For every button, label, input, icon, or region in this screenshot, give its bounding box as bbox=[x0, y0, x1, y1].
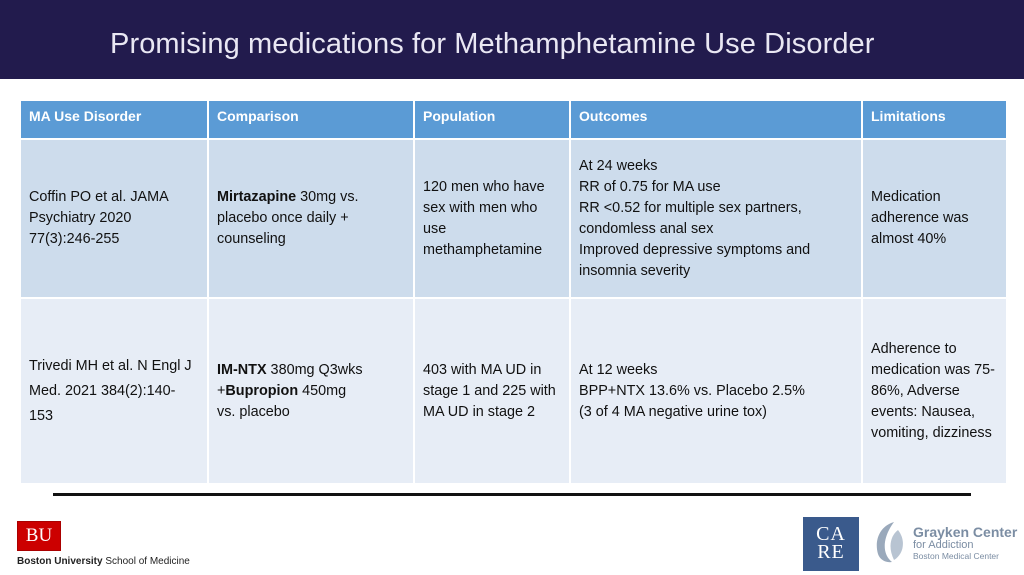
plus-sign: + bbox=[217, 382, 226, 399]
divider-line bbox=[53, 493, 971, 496]
grayken-subtitle: for Addiction bbox=[913, 539, 974, 551]
limitations-cell bbox=[863, 140, 1006, 299]
bu-caption bbox=[17, 556, 190, 567]
reference-text: Coffin PO et al. JAMA Psychiatry 2020 77(3):246-255 bbox=[29, 189, 168, 247]
comparison-text: 380mg Q3wks bbox=[266, 361, 363, 378]
limitations-cell bbox=[863, 299, 1006, 485]
outcome-line: Improved depressive symptoms and insomnia severity bbox=[579, 241, 811, 279]
comparison-table-container bbox=[21, 101, 1006, 485]
table-row bbox=[21, 140, 1006, 299]
grayken-institution: Boston Medical Center bbox=[913, 551, 999, 561]
outcomes-cell bbox=[571, 299, 863, 485]
grayken-name: Grayken Center bbox=[913, 524, 1018, 540]
table-header-row bbox=[21, 101, 1006, 140]
population-text: 120 men who have sex with men who use methamphetamine bbox=[423, 178, 545, 258]
header-outcomes: Outcomes bbox=[571, 101, 863, 140]
bu-logo bbox=[17, 521, 61, 551]
title-bar bbox=[0, 0, 1024, 79]
comparison-text: 450mg bbox=[298, 382, 347, 399]
care-logo-line: CA bbox=[816, 523, 846, 545]
reference-cell bbox=[21, 140, 209, 299]
comparison-cell bbox=[209, 140, 415, 299]
limitations-text: Adherence to medication was 75-86%, Adverse events: Nausea, vomiting, dizziness bbox=[871, 340, 995, 441]
outcome-line: (3 of 4 MA negative urine tox) bbox=[579, 403, 767, 420]
comparison-text: vs. placebo bbox=[217, 403, 290, 420]
header-comparison: Comparison bbox=[209, 101, 415, 140]
outcome-line: At 12 weeks bbox=[579, 361, 658, 378]
population-cell bbox=[415, 299, 571, 485]
care-logo-line: RE bbox=[817, 541, 845, 563]
drug-name: IM-NTX bbox=[217, 361, 267, 378]
bu-logo-text: BU bbox=[25, 525, 53, 546]
outcomes-cell bbox=[571, 140, 863, 299]
limitations-text: Medication adherence was almost 40% bbox=[871, 189, 969, 247]
header-ma-use-disorder: MA Use Disorder bbox=[21, 101, 209, 140]
outcome-line: RR of 0.75 for MA use bbox=[579, 178, 721, 195]
comparison-text: 30mg vs. placebo once daily + counseling bbox=[217, 189, 359, 247]
care-logo bbox=[803, 517, 859, 571]
reference-cell bbox=[21, 299, 209, 485]
outcome-line: At 24 weeks bbox=[579, 157, 658, 174]
header-population: Population bbox=[415, 101, 571, 140]
population-text: 403 with MA UD in stage 1 and 225 with MA UD in stage 2 bbox=[423, 361, 556, 420]
bu-caption-name: Boston University bbox=[17, 556, 103, 567]
header-limitations: Limitations bbox=[863, 101, 1006, 140]
drug-name: Bupropion bbox=[225, 382, 299, 399]
comparison-cell bbox=[209, 299, 415, 485]
comparison-table bbox=[21, 101, 1006, 485]
grayken-leaf-icon bbox=[872, 520, 908, 564]
drug-name: Mirtazapine bbox=[217, 189, 297, 205]
reference-text: Trivedi MH et al. N Engl J Med. 2021 384(2):140-153 bbox=[29, 357, 192, 424]
care-logo-text bbox=[803, 525, 859, 561]
table-row bbox=[21, 299, 1006, 485]
population-cell bbox=[415, 140, 571, 299]
outcome-line: RR <0.52 for multiple sex partners, condomless anal sex bbox=[579, 199, 802, 237]
slide-title: Promising medications for Methamphetamine Use Disorder bbox=[110, 28, 875, 60]
outcome-line: BPP+NTX 13.6% vs. Placebo 2.5% bbox=[579, 382, 805, 399]
bu-caption-school: School of Medicine bbox=[102, 556, 190, 567]
